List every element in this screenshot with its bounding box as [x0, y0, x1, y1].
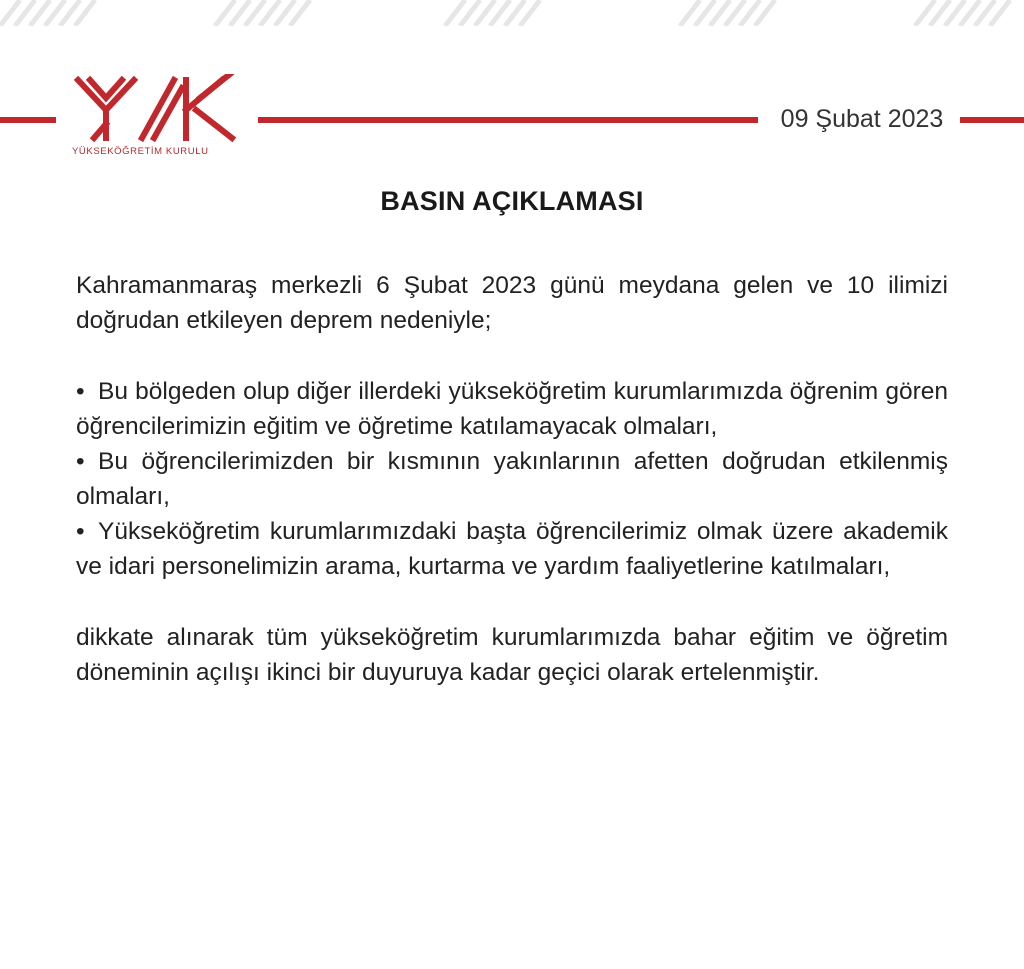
bullet-text: Yükseköğretim kurumlarımızdaki başta öğrencilerimiz olmak üzere akademik ve idari personelimizin arama, kurtarma ve yardım faaliyetlerine katılmaları,: [76, 518, 948, 580]
document-body: [76, 268, 948, 690]
bullet-item: [76, 514, 948, 584]
bullet-item: [76, 444, 948, 514]
logo-caption: YÜKSEKÖĞRETİM KURULU: [72, 146, 209, 157]
bullet-text: Bu bölgeden olup diğer illerdeki yükseköğretim kurumlarımızda öğrenim gören öğrencilerimizin eğitim ve öğretime katılamayacak olmaları,: [76, 378, 948, 440]
bullet-text: Bu öğrencilerimizden bir kısmının yakınlarının afetten doğrudan etkilenmiş olmaları,: [76, 448, 948, 510]
top-decorative-pattern: [0, 0, 1024, 26]
header-rule-right: [960, 117, 1024, 123]
header-rule-left: [0, 117, 56, 123]
statement-date: 09 Şubat 2023: [780, 105, 944, 133]
yok-logo: [72, 74, 242, 160]
intro-paragraph: Kahramanmaraş merkezli 6 Şubat 2023 günü meydana gelen ve 10 ilimizi doğrudan etkileyen deprem nedeniyle;: [76, 272, 948, 334]
document-title: BASIN AÇIKLAMASI: [380, 186, 644, 216]
bullet-symbol: •: [76, 518, 85, 545]
header-rule-middle: [258, 117, 758, 123]
bullet-symbol: •: [76, 378, 85, 405]
conclusion-paragraph: dikkate alınarak tüm yükseköğretim kurumlarımızda bahar eğitim ve öğretim döneminin açılışı ikinci bir duyuruya kadar geçici olarak ertelenmiştir.: [76, 624, 948, 686]
header: [0, 70, 1024, 160]
bullet-item: [76, 374, 948, 444]
yok-logo-icon: [72, 74, 242, 144]
bullet-symbol: •: [76, 448, 85, 475]
